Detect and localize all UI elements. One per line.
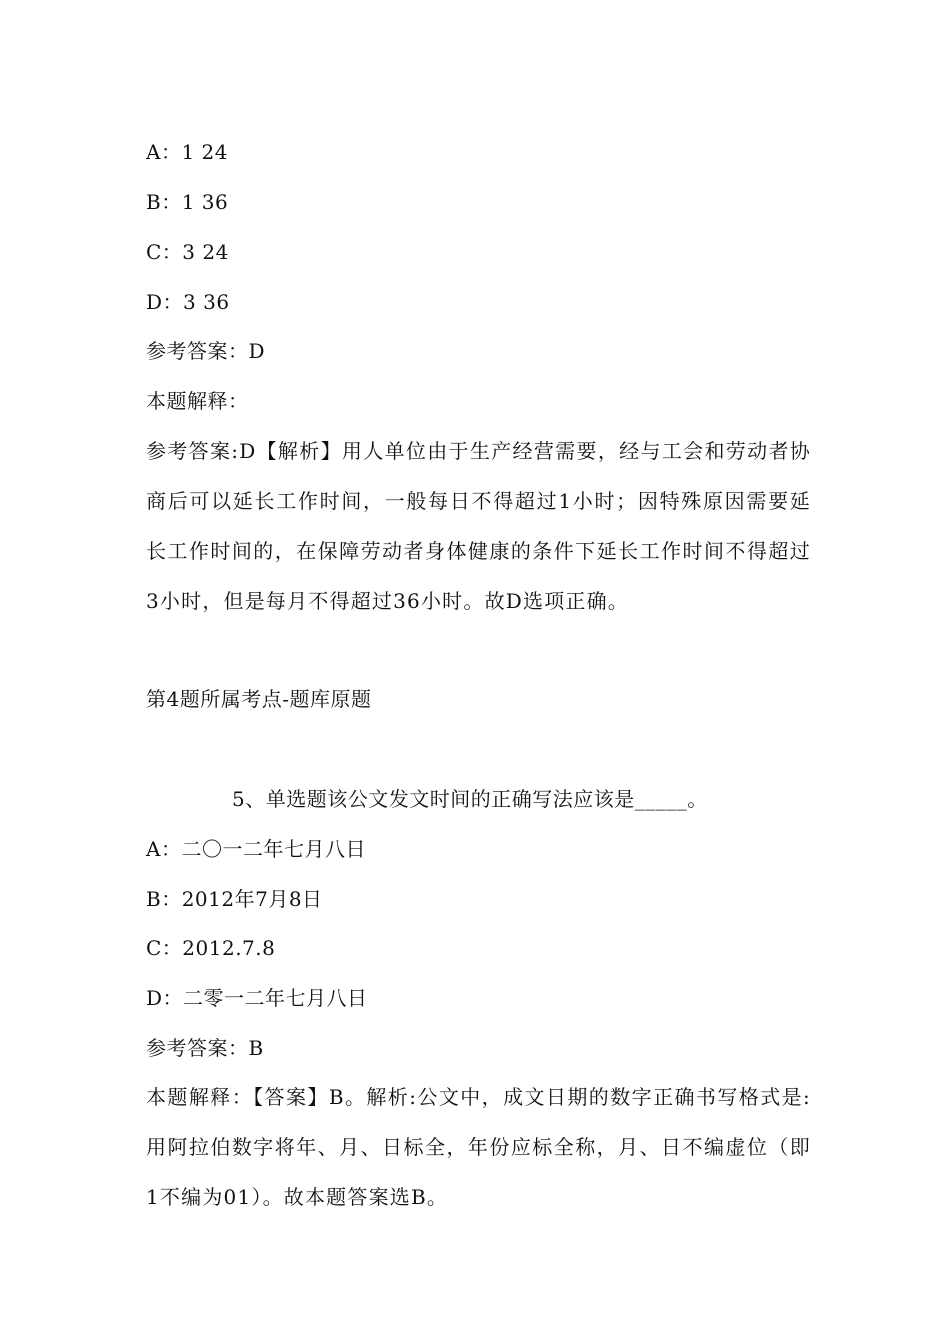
- q5-option-b: B：2012年7月8日: [146, 887, 323, 911]
- q5-option-c: C：2012.7.8: [146, 936, 276, 960]
- q4-option-d: D：3 36: [146, 290, 230, 314]
- q4-option-a: A：1 24: [146, 140, 228, 164]
- q5-option-d: D：二零一二年七月八日: [146, 986, 368, 1010]
- q4-explanation: 参考答案:D【解析】用人单位由于生产经营需要，经与工会和劳动者协商后可以延长工作时间，一般每日不得超过1小时；因特殊原因需要延长工作时间的，在保障劳动者身体健康的条件下延长工作时间不得超过3小时，但是每月不得超过36小时。故D选项正确。: [146, 439, 811, 613]
- q5-answer: 参考答案：B: [146, 1036, 264, 1060]
- q5-question: 5、单选题该公文发文时间的正确写法应该是_____。: [232, 787, 708, 811]
- q4-explain-label: 本题解释：: [146, 389, 249, 413]
- q4-topic: 第4题所属考点-题库原题: [146, 687, 372, 711]
- q4-answer: 参考答案：D: [146, 339, 266, 363]
- q4-option-c: C：3 24: [146, 240, 229, 264]
- q4-option-b: B：1 36: [146, 190, 229, 214]
- q5-option-a: A：二〇一二年七月八日: [146, 837, 366, 861]
- q5-explanation: 本题解释：【答案】B。解析:公文中，成文日期的数字正确书写格式是:用阿拉伯数字将年、月、日标全，年份应标全称，月、日不编虚位（即1不编为01）。故本题答案选B。: [146, 1085, 811, 1209]
